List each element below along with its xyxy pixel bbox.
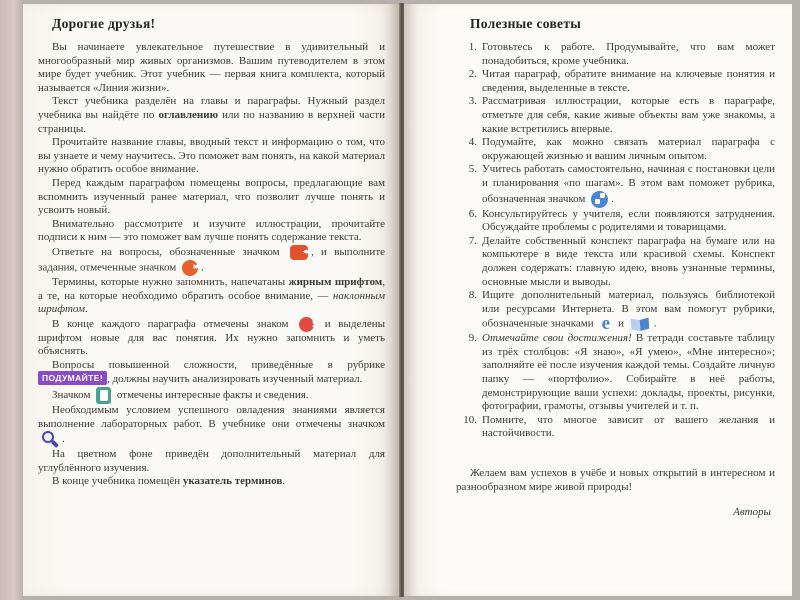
fact-note-icon [96,387,111,404]
text-segment: и [615,317,627,330]
text-segment: Подумайте, как можно связать материал параграфа с окружающей жизнью и вашим личным опытом. [482,136,775,162]
book-edge-left [0,0,23,600]
rewind-icon: ◂◂ [290,245,308,260]
think-rubric-badge: ПОДУМАЙТЕ! [38,371,107,385]
tip-text [482,95,775,136]
text-segment: , должны научить анализировать изученный материал. [107,373,363,386]
fast-forward-icon: ▸▸ [182,260,198,276]
tip-item [456,41,775,68]
paragraph [38,387,385,404]
tip-number: 4. [468,136,477,149]
text-segment: Значком [52,389,94,402]
tip-item [456,235,775,289]
closing-paragraph: Желаем вам успехов в учёбе и новых открытий в интересном и разнообразном мире живой природы! [456,467,775,493]
paragraph [38,276,385,317]
text-segment: отмечены интересные факты и сведения. [114,389,309,402]
text-segment: оглавлению [158,108,218,121]
paragraph [38,448,385,475]
tip-text [482,289,775,335]
text-segment: Ответьте на вопросы, обозначенные значком [52,245,287,258]
left-page-title: Дорогие друзья! [52,16,156,31]
text-segment: Делайте собственный конспект параграфа на бумаге или на компьютере в виде текста или красивой схемы. Конспект должен содержать: главную идею, вновь узнанные термины, основные мысли и выводы. [482,234,775,288]
tip-item [456,414,775,441]
text-segment: В конце каждого параграфа отмечены знаком [52,317,297,330]
paragraph [38,359,385,387]
text-segment: В тетради составьте таблицу из трёх столбцов: «Я знаю», «Я умею», «Мне интересно»; заполняйте её после изучения каждой темы. Создайте личную папку — «портфолио». Собирайте в неё работы, демонстрирующие ваши успехи: доклады, проекты, рисунки, фотографии, грамоты, отзывы учителей и т. п. [482,332,775,413]
text-segment: Вы начинаете увлекательное путешествие в удивительный и многообразный мир живых организмов. Вашим путеводителем в этом мире будет учебник. Этот учебник — первая книга комплекта, который называется «Линия жизни». [38,41,385,94]
text-segment: Консультируйтесь у учителя, если появляются затруднения. Обсуждайте проблемы с родителями и товарищами. [482,207,775,234]
text-segment: Термины, которые нужно запомнить, напечатаны [52,275,289,288]
paragraph [38,41,385,95]
tip-number: 6. [468,207,477,220]
exclamation-icon: ! [299,317,314,332]
right-page-title: Полезные советы [470,16,582,31]
tips-list [456,41,775,441]
internet-e-icon: e [601,313,611,335]
tip-number: 10. [463,413,477,426]
authors-signature: Авторы [733,506,771,519]
tip-item [456,95,775,136]
tip-text [482,163,775,207]
paragraph [38,95,385,136]
text-segment: . [282,475,286,488]
paragraph [38,136,385,177]
tip-text [482,414,775,441]
tip-text [482,208,775,235]
text-segment: Внимательно рассмотрите и изучите иллюстрации, прочитайте подписи к ним — это поможет вам лучше понять содержание текста. [38,217,385,244]
left-page [23,4,400,596]
text-segment: Отмечайте свои достижения! [482,332,632,345]
tip-text [482,235,775,289]
paragraph [38,218,385,245]
paragraph [38,177,385,218]
text-segment: или по названию в верхней части страницы. [38,108,385,135]
text-segment: , и выполните задания, отмеченные значком [38,245,386,274]
tip-number: 3. [468,95,477,108]
text-segment: Готовьтесь к работе. Продумывайте, что вам может понадобиться, кроме учебника. [482,41,775,67]
text-segment: Ищите дополнительный материал, пользуясь библиотекой или ресурсами Интернета. В этом вам помогут рубрики, обозначенные значками [482,289,775,330]
text-segment: . [200,261,204,274]
text-segment: . [62,433,65,446]
text-segment: Текст учебника разделён на главы и параграфы. Нужный раздел учебника вы найдёте по [38,95,385,121]
right-page [404,4,792,596]
text-segment: и выделены шрифтом новые для вас понятия. Их нужно запомнить и уметь объяснять. [38,317,386,358]
tip-text [482,41,775,68]
text-segment: Учитесь работать самостоятельно, начиная с постановки цели и планирования «по шагам». В этом вам поможет рубрика, обозначенная значком [482,163,775,205]
text-segment: жирным шрифтом [288,275,383,288]
text-segment: Прочитайте название главы, вводный текст и информацию о том, что вы узнаете и чему научитесь. Это поможет вам понять, на какой материал нужно обратить особое внимание. [38,136,385,176]
steps-icon [591,191,608,208]
tip-number: 5. [468,163,477,176]
text-segment: Вопросы повышенной сложности, приведённые в рубрике [52,358,385,371]
paragraph [38,245,385,276]
paragraph [38,317,385,359]
tip-number: 9. [468,332,477,345]
tip-number: 7. [468,234,477,247]
text-segment: Читая параграф, обратите внимание на ключевые понятия и сведения, выделенные в тексте. [482,68,775,94]
text-segment: Необходимым условием успешного овладения знаниями является выполнение лабораторных работ. В учебнике они отмечены значком [38,404,385,430]
text-segment: Помните, что многое зависит от вашего желания и настойчивости. [482,413,775,440]
left-page-body [38,41,385,489]
paragraph [38,404,385,448]
text-segment: Перед каждым параграфом помещены вопросы, предлагающие вам вспомнить изученный ранее материал, что позволит лучше понять и усвоить новый. [38,176,385,217]
tip-text [482,136,775,163]
tip-item [456,68,775,95]
text-segment: . [85,303,88,316]
text-segment: . [611,192,614,205]
tip-text [482,68,775,95]
text-segment: В конце учебника помещён [52,475,183,488]
tip-item [456,289,775,335]
tip-number: 2. [468,68,477,81]
text-segment: Рассматривая иллюстрации, которые есть в параграфе, отметьте для себя, какие живые объекты вам уже знакомы, а какие встретились впервые. [482,95,775,135]
magnifier-icon [41,431,59,448]
tip-number: 1. [468,41,477,53]
tip-item [456,163,775,207]
paragraph [38,475,385,489]
text-segment: наклонным шрифтом [38,289,385,316]
tip-text [482,332,775,414]
text-segment: , а те, на которые необходимо обратить особое внимание, — [38,275,385,302]
open-book-icon [629,316,651,332]
tip-number: 8. [468,289,477,302]
tip-item [456,208,775,235]
text-segment: указатель терминов [182,475,283,488]
text-segment: . [653,317,657,330]
text-segment: На цветном фоне приведён дополнительный материал для углублённого изучения. [38,448,385,474]
tip-item [456,136,775,163]
tip-item [456,332,775,414]
